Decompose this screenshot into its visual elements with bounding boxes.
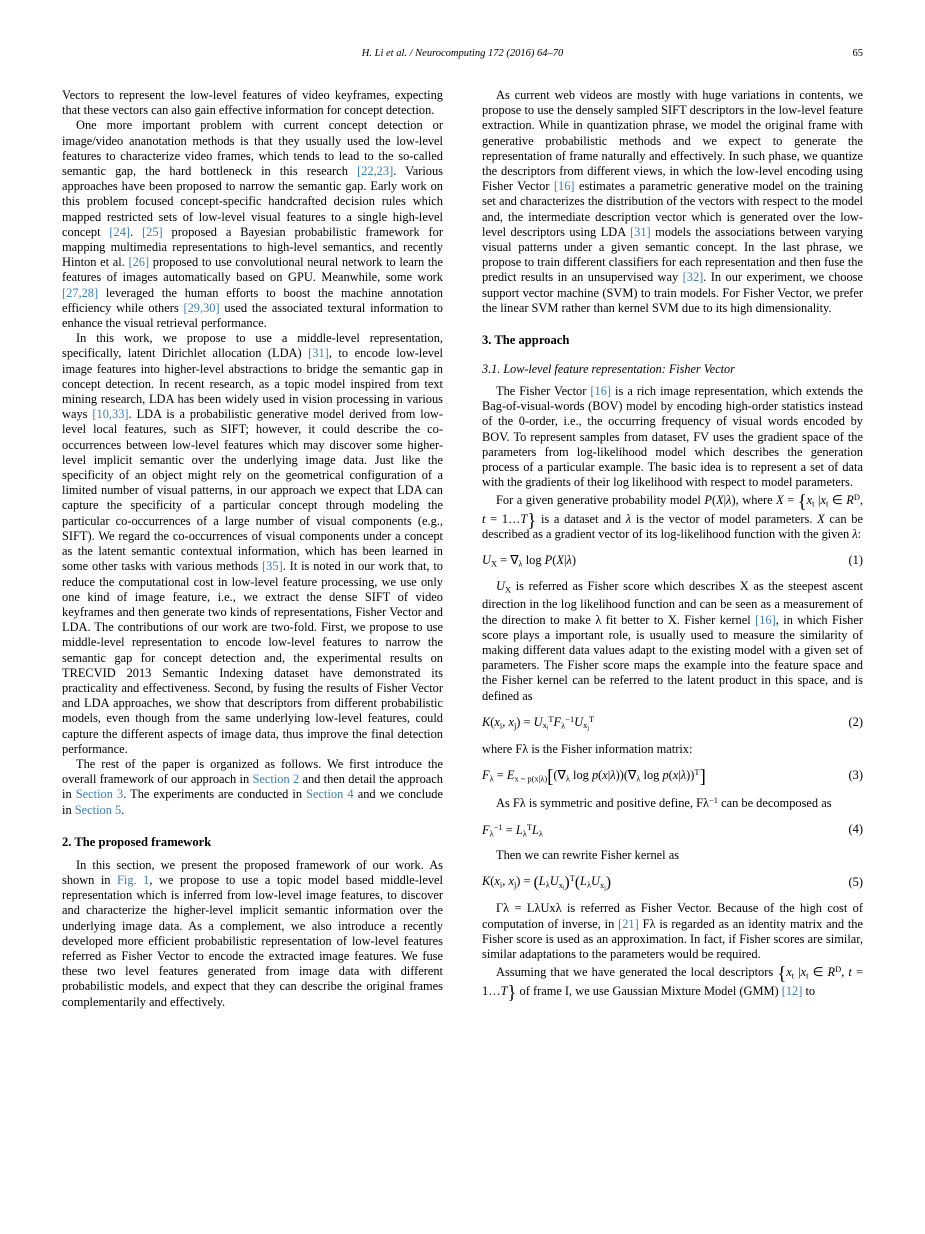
text-run: Then we can rewrite Fisher kernel as xyxy=(496,848,680,863)
paragraph-fisher-vector-definition xyxy=(482,901,863,962)
text-run: In this work, we propose to use a middle-level representation, specifically, latent Dirichlet allocation (LDA) xyxy=(62,331,443,361)
text-run: . Various approaches have been proposed to narrow the semantic gap. Early work on this problem focused concept-specific handcrafted decision rules which mapped restricted sets of low-level visual features to a single high-level concept xyxy=(62,164,443,239)
citation-32[interactable]: [32] xyxy=(682,270,704,285)
math-inline-dataset: X xyxy=(776,493,784,508)
equation-1 xyxy=(482,552,863,568)
running-head xyxy=(62,48,863,59)
heading-section-2: 2. The proposed framework xyxy=(62,834,212,849)
text-run: and then detail the approach in xyxy=(62,772,443,802)
citation-31[interactable]: [31] xyxy=(308,346,329,361)
text-run: estimates a parametric generative model on the training set and characterizes the distribution of the vectors with respect to the model and, the intermediate description vector which is generated over the low-level descriptors using LDA xyxy=(482,179,863,239)
math-inline-x: X xyxy=(817,512,825,527)
text-run: In this section, we present the proposed framework of our work. As shown in xyxy=(62,857,443,887)
paragraph-generative-model: For a given generative probability model P(X|λ), where $X = \{x_t$ $|x_t$ ∈ $R^D$, t = 1…T} is a dataset and λ is the vector of model parameters. X can be described as a gradient vector of its log-likelihood function with the given λ: xyxy=(482,491,864,542)
running-head-text: H. Li et al. / Neurocomputing 172 (2016) 64–70 xyxy=(361,48,564,59)
heading-subsection-3-1: 3.1. Low-level feature representation: Fisher Vector xyxy=(482,362,735,377)
text-run: . The experiments are conducted in xyxy=(123,787,307,802)
text-run: Assuming that we have generated the local descriptors xyxy=(496,965,778,980)
paragraph-framework-intro xyxy=(62,858,443,1010)
text-run: Fλ is regarded as an identity matrix and the Fisher score is used as an approximation. In fact, if Fisher scores are similar, similar adaptations to the parameters would be required. xyxy=(482,916,863,961)
citation-27-28[interactable]: [27,28] xyxy=(62,285,99,300)
citation-12[interactable]: [12] xyxy=(781,983,803,998)
paragraph-rewrite-kernel xyxy=(482,848,863,863)
equation-5-body: $K(x_i$, $x_j) = (L_\lambda U_{x_i})^T(L_\lambda U_{x_j})$ xyxy=(482,873,611,892)
equation-3-body: $F_\lambda = E_{x \sim p(x|\lambda)}[(\nabla_\lambda$ $\log p(x|\lambda))(\nabla_\lambda$ log p(x|λ))$^T$] xyxy=(482,766,706,788)
paragraph-gmm: Assuming that we have generated the local descriptors {$x_t$ $|x_t$ ∈ $R^D$, t = 1…T} of frame I, we use Gaussian Mixture Model (GMM) [12] to xyxy=(482,963,863,1004)
math-u-sub: X xyxy=(504,584,512,595)
text-run: , we propose to use a topic model based middle-level representation which is inferred from low-level image features, to discover and characterize the higher-level implicit semantic information over the underlying image data. As a complement, we also introduce a recently developed more efficient probabilistic representation of low-level features referred as Fisher Vector to encode the extracted image features. We fuse these two level features generated from image data with different probabilistic models, and expect that they can describe the original frames complementarily and effectively. xyxy=(62,872,443,1009)
paragraph-fisher-score xyxy=(482,579,863,704)
text-run: proposed a Bayesian probabilistic framework for mapping multimedia representations to high-level semantics, and recently Hinton et al. xyxy=(62,224,443,270)
equation-2-body: $K(x_i$, $x_j) = U_{x_i}^TF_\lambda^{-1}U_{x_j}^T$ xyxy=(482,713,595,732)
text-run: is the vector of model parameters. xyxy=(631,512,818,527)
text-run: The rest of the paper is organized as follows. We first introduce the overall framework of our approach in xyxy=(62,756,443,787)
text-run: is a rich image representation, which extends the Bag-of-visual-words (BOV) model by encoding high-order statistics instead of the 0-order, i.e., the occurring frequency of visual words encoded by BOV. To represent samples from dataset, FV uses the gradient space of the parameters from log-likelihood model which describes the generation process of a particular example. The basic idea is to represent a set of data with the gradients of their log likelihood with respect to model parameters. xyxy=(482,384,863,490)
right-column xyxy=(482,88,863,1010)
paragraph-web-video-sift xyxy=(482,88,863,316)
link-figure-1[interactable]: Fig. 1 xyxy=(117,872,150,887)
citation-16[interactable]: [16] xyxy=(590,384,612,399)
paragraph-decomposition xyxy=(482,793,863,811)
text-run: models the associations between varying visual patterns under a given semantic concept. In the last phrase, we propose to train different classifiers for each representation and then fuse the predict results in an unsupervised way xyxy=(482,224,863,285)
text-run: is referred as Fisher score which describes X as the steepest ascent direction in the log likelihood function and can be seen as a measurement of the direction to make λ fit better to X. Fisher kernel xyxy=(482,578,863,627)
equation-5 xyxy=(482,873,863,891)
equation-4-body: $F_\lambda^{-1} = L_\lambda^TL_\lambda$ xyxy=(482,821,543,839)
text-run: of frame I, we use Gaussian Mixture Model (GMM) xyxy=(516,983,782,998)
text-run: . LDA is a probabilistic generative model derived from low-level local features, such as SIFT; however, it could describe the co-occurrences between low-level features which may discover some higher-level implicit semantic over the underlying image data. Just like the specificity of an object might rely on the geometrical configuration of a limited number of visual patterns, in our approach we expect that LDA can capture the specificity of a particular concept through modeling the particular co-occurrences of a large number of visual components (e.g., SIFT). We regard the co-occurrences of visual components under a concept as the latent semantic contextual information, which has been learned in some other tasks with various methods xyxy=(62,407,443,574)
math-inline-p-x-lambda: P xyxy=(704,493,712,508)
text-run: proposed to use convolutional neural network to learn the features of images automatically based on GPU. Meanwhile, some work xyxy=(62,255,443,285)
text-run: can be decomposed as xyxy=(717,796,832,811)
math-inline-lambda2: λ xyxy=(852,527,858,542)
text-run: The Fisher Vector xyxy=(496,384,591,399)
citation-29-30[interactable]: [29,30] xyxy=(183,300,220,315)
text-run: One more important problem with current concept detection or image/video ananotation methods is that they usually used the low-level features to characterize video frames, which tends to lead to the so-called semantic gap, the hard bottleneck in this research xyxy=(62,118,443,179)
paragraph-where-f-lambda xyxy=(482,742,863,757)
math-u: U xyxy=(496,578,505,593)
math-inline-lambda: λ xyxy=(625,512,632,527)
equation-5-number: (5) xyxy=(848,874,863,889)
text-run: , where xyxy=(735,493,777,508)
equation-4 xyxy=(482,822,863,838)
citation-25[interactable]: [25] xyxy=(142,224,163,239)
page-number: 65 xyxy=(852,48,863,59)
text-run: can be described as a gradient vector of its log-likelihood function with the given xyxy=(482,512,863,542)
link-section-5[interactable]: Section 5 xyxy=(74,802,122,817)
two-column-body xyxy=(62,88,863,1010)
equation-3 xyxy=(482,766,863,788)
paragraph-fisher-vector-intro xyxy=(482,384,863,490)
equation-2-number: (2) xyxy=(848,715,863,730)
equation-4-number: (4) xyxy=(848,822,863,837)
citation-16[interactable]: [16] xyxy=(755,612,776,627)
text-run: As Fλ is symmetric and positive define, Fλ xyxy=(496,796,710,811)
paragraph-lda-contribution xyxy=(62,331,443,757)
citation-35[interactable]: [35] xyxy=(262,559,283,574)
equation-1-number: (1) xyxy=(848,553,863,568)
text-run: , in which Fisher score plays a important role, is usually used to measure the similarity of making different data values adapt to the existing model with a given set of parameters. The Fisher score maps the example into the feature space and the Fisher kernel can be referred to the latent product in this space, and is defined as xyxy=(482,612,863,703)
text-run: leveraged the human efforts to boost the machine annotation efficiency while others xyxy=(62,285,443,315)
paragraph-continuation: Vectors to represent the low-level features of video keyframes, expecting that these vectors can also gain effective information for concept detection. xyxy=(62,88,443,118)
left-column xyxy=(62,88,443,1010)
equation-2 xyxy=(482,714,863,732)
link-section-4[interactable]: Section 4 xyxy=(306,787,354,802)
text-run: , to encode low-level image features into higher-level abstractions to bridge the semantic gap in concept detection. In recent research, as a topic model inspired from text mining research, LDA has been widely used in vision processing in various ways xyxy=(62,346,443,422)
math-inverse-exponent: −1 xyxy=(709,795,718,806)
citation-21[interactable]: [21] xyxy=(618,916,639,931)
citation-24[interactable]: [24] xyxy=(109,224,131,239)
text-run: Γλ = LλUxλ is referred as Fisher Vector. Because of the high cost of computation of inverse, in xyxy=(482,901,863,931)
equation-3-number: (3) xyxy=(848,767,863,782)
citation-31[interactable]: [31] xyxy=(630,224,651,239)
citation-22-23[interactable]: [22,23] xyxy=(357,164,394,179)
text-run: . It is noted in our work that, to reduce the computational cost in low-level feature processing, we use only one kind of image feature, i.e., we extract the dense SIFT of video keyframes and then generate two kinds of representations, Fisher Vector and LDA. The contributions of our work are two-fold. First, we propose to use middle-level representation to encode low-level features to narrow the semantic gap for concept detection and, the experimental results on TRECVID 2013 Semantic Indexing dataset have demonstrated its practicality and effectiveness. Second, by fusing the results of Fisher Vector and LDA approaches, we show that descriptors from different probabilistic models, even though from the same underlying low-level features, could capture the different aspects of image data, thus improve the final detection performance. xyxy=(62,559,443,756)
text-run: used the associated textural information to enhance the visual retrieval performance. xyxy=(62,300,443,331)
text-run: For a given generative probability model xyxy=(496,493,705,508)
text-run: . In our experiment, we choose support vector machine (SVM) to train models. For Fisher Vector, we prefer the linear SVM rather than kernel SVM due to its high dimensionality. xyxy=(482,270,863,315)
text-run: and we conclude in xyxy=(62,787,443,817)
text-run: where Fλ is the Fisher information matrix: xyxy=(482,741,693,756)
citation-26[interactable]: [26] xyxy=(128,255,150,270)
link-section-2[interactable]: Section 2 xyxy=(252,772,300,787)
equation-1-body: $U_X = \nabla_\lambda$ log P(X|λ) xyxy=(482,553,576,569)
text-run: . xyxy=(130,224,143,239)
paragraph-paper-organization xyxy=(62,757,443,818)
text-run: : xyxy=(857,527,862,542)
paragraph-semantic-gap xyxy=(62,118,443,331)
citation-16[interactable]: [16] xyxy=(553,179,575,194)
text-run: As current web videos are mostly with huge variations in contents, we propose to use the densely sampled SIFT descriptors in the low-level feature extraction. While in quantization phrase, we model the original frame with generative probabilistic methods and we expect to generate the representation of frame naturally and effectively. In such phase, we quantize the descriptors from different views, in which the low-level encoding using Fisher Vector xyxy=(482,88,863,194)
citation-10-33[interactable]: [10,33] xyxy=(92,407,129,422)
text-run: to xyxy=(802,983,816,998)
text-run: . xyxy=(121,802,125,817)
heading-section-3: 3. The approach xyxy=(482,333,570,348)
text-run: is a dataset and xyxy=(536,512,626,527)
link-section-3[interactable]: Section 3 xyxy=(75,787,124,802)
